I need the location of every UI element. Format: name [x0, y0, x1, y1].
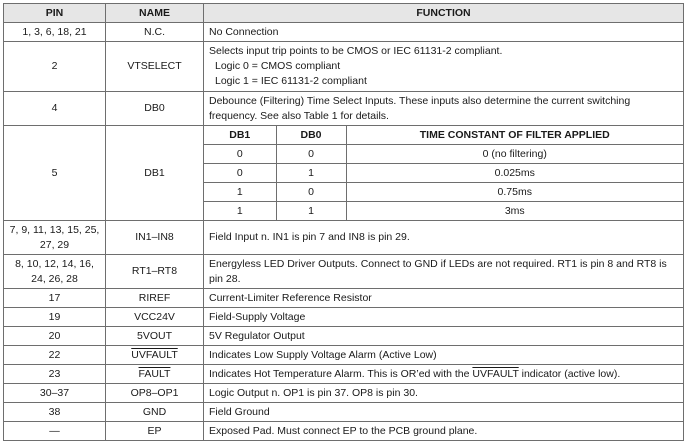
function-header: FUNCTION: [204, 4, 684, 23]
db0-value: 1: [276, 164, 346, 183]
function-cell: Logic Output n. OP1 is pin 37. OP8 is pin 30.: [204, 384, 684, 403]
pin-cell: 1, 3, 6, 18, 21: [4, 23, 106, 42]
db0-value: 0: [276, 145, 346, 164]
pin-cell: —: [4, 422, 106, 441]
name-cell: OP8–OP1: [106, 384, 204, 403]
pin-cell: 19: [4, 308, 106, 327]
time-constant-header: TIME CONSTANT OF FILTER APPLIED: [346, 126, 683, 145]
filter-time-table: [204, 126, 683, 220]
sub-row: [204, 164, 683, 183]
db1-header: DB1: [204, 126, 276, 145]
table-row: [4, 92, 684, 126]
sub-row: [204, 183, 683, 202]
name-cell: N.C.: [106, 23, 204, 42]
time-constant-value: 0.025ms: [346, 164, 683, 183]
table-row: [4, 327, 684, 346]
table-row: [4, 422, 684, 441]
header-row: [4, 4, 684, 23]
function-cell: 5V Regulator Output: [204, 327, 684, 346]
sub-header-row: [204, 126, 683, 145]
function-cell: Field-Supply Voltage: [204, 308, 684, 327]
time-constant-value: 0.75ms: [346, 183, 683, 202]
table-row: [4, 255, 684, 289]
function-cell: Indicates Low Supply Voltage Alarm (Active Low): [204, 346, 684, 365]
table-row: [4, 23, 684, 42]
time-constant-value: 3ms: [346, 202, 683, 221]
name-cell: EP: [106, 422, 204, 441]
db1-value: 1: [204, 202, 276, 221]
name-header: NAME: [106, 4, 204, 23]
function-cell: [204, 42, 684, 92]
pin-cell: 20: [4, 327, 106, 346]
function-cell: No Connection: [204, 23, 684, 42]
pin-cell: 7, 9, 11, 13, 15, 25, 27, 29: [4, 221, 106, 255]
name-cell: [106, 346, 204, 365]
function-text: Indicates Hot Temperature Alarm. This is OR’ed with the: [209, 367, 473, 380]
function-cell: [204, 365, 684, 384]
uvfault-name: UVFAULT: [131, 348, 178, 361]
pin-cell: 2: [4, 42, 106, 92]
pin-cell: 8, 10, 12, 14, 16, 24, 26, 28: [4, 255, 106, 289]
pin-header: PIN: [4, 4, 106, 23]
time-constant-value: 0 (no filtering): [346, 145, 683, 164]
pin-cell: 23: [4, 365, 106, 384]
pin-cell: 17: [4, 289, 106, 308]
function-line: Selects input trip points to be CMOS or IEC 61131-2 compliant.: [209, 45, 503, 57]
function-line: Logic 1 = IEC 61131-2 compliant: [215, 75, 367, 87]
function-cell: Exposed Pad. Must connect EP to the PCB ground plane.: [204, 422, 684, 441]
db1-value: 0: [204, 145, 276, 164]
name-cell: DB0: [106, 92, 204, 126]
function-cell: Field Ground: [204, 403, 684, 422]
pin-cell: 22: [4, 346, 106, 365]
name-cell: VTSELECT: [106, 42, 204, 92]
name-cell: VCC24V: [106, 308, 204, 327]
table-row: [4, 308, 684, 327]
db0-value: 1: [276, 202, 346, 221]
db1-value: 0: [204, 164, 276, 183]
db1-value: 1: [204, 183, 276, 202]
db0-value: 0: [276, 183, 346, 202]
pin-cell: 30–37: [4, 384, 106, 403]
fault-name: FAULT: [138, 367, 171, 380]
pin-cell: 5: [4, 126, 106, 221]
function-cell: Field Input n. IN1 is pin 7 and IN8 is pin 29.: [204, 221, 684, 255]
function-cell: Current-Limiter Reference Resistor: [204, 289, 684, 308]
function-cell: [204, 126, 684, 221]
name-cell: 5VOUT: [106, 327, 204, 346]
pin-cell: 4: [4, 92, 106, 126]
function-line: Logic 0 = CMOS compliant: [215, 60, 341, 72]
table-row: [4, 365, 684, 384]
function-text: indicator (active low).: [518, 367, 621, 380]
name-cell: IN1–IN8: [106, 221, 204, 255]
uvfault-reference: UVFAULT: [472, 367, 519, 380]
table-row: [4, 42, 684, 92]
name-cell: [106, 365, 204, 384]
name-cell: DB1: [106, 126, 204, 221]
table-row: [4, 403, 684, 422]
sub-row: [204, 202, 683, 221]
table-row: [4, 289, 684, 308]
table-row: [4, 221, 684, 255]
name-cell: RIREF: [106, 289, 204, 308]
table-row: [4, 346, 684, 365]
sub-row: [204, 145, 683, 164]
table-row: [4, 384, 684, 403]
name-cell: RT1–RT8: [106, 255, 204, 289]
table-row: [4, 126, 684, 221]
db0-header: DB0: [276, 126, 346, 145]
function-cell: Debounce (Filtering) Time Select Inputs. These inputs also determine the current switching frequency. See also Table 1 for details.: [204, 92, 684, 126]
function-cell: Energyless LED Driver Outputs. Connect to GND if LEDs are not required. RT1 is pin 8 and RT8 is pin 28.: [204, 255, 684, 289]
pin-description-table: [3, 3, 684, 441]
pin-cell: 38: [4, 403, 106, 422]
name-cell: GND: [106, 403, 204, 422]
